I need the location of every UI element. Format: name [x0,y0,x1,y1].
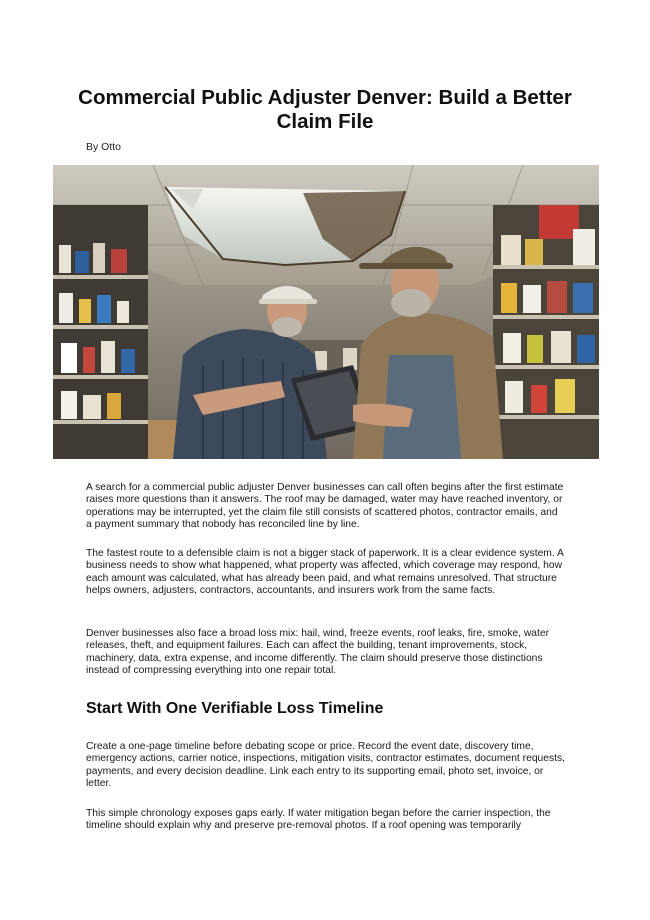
article-byline: By Otto [86,141,122,153]
intro-paragraph-2: The fastest route to a defensible claim is not a bigger stack of paperwork. It is a clear evidence system. A business needs to show what happened, what property was affected, which coverage may respond, how each amount was calculated, what has already been paid, and what remains unresolved. That structure helps owners, adjusters, contractors, accountants, and insurers work from the same facts. [86,548,564,597]
section-paragraph-1: Create a one-page timeline before debating scope or price. Record the event date, discovery time, emergency actions, carrier notice, inspections, mitigation visits, contractor estimates, document requests, payments, and every decision deadline. Link each entry to its supporting email, photo set, invoice, or letter. [86,741,566,790]
hero-image [53,165,599,459]
intro-paragraph-3: Denver businesses also face a broad loss mix: hail, wind, freeze events, roof leaks, fire, smoke, water releases, theft, and equipment failures. Each can affect the building, tenant improvements, stock, machinery, data, extra expense, and income differently. The claim should preserve those distinctions instead of compressing everything into one repair total. [86,628,549,677]
section-heading: Start With One Verifiable Loss Timeline [86,700,384,717]
section-paragraph-2: This simple chronology exposes gaps early. If water mitigation began before the carrier inspection, the timeline should explain why and preserve pre-removal photos. If a roof opening was temporarily [86,808,551,832]
article-title: Commercial Public Adjuster Denver: Build a Better Claim File [78,86,572,133]
intro-paragraph-1: A search for a commercial public adjuster Denver businesses can call often begins after the first estimate raises more questions than it answers. The roof may be damaged, water may have reached inventory, or operations may be interrupted, yet the claim file still consists of scattered photos, contractor emails, and a payment summary that nobody has reconciled line by line. [86,482,564,531]
